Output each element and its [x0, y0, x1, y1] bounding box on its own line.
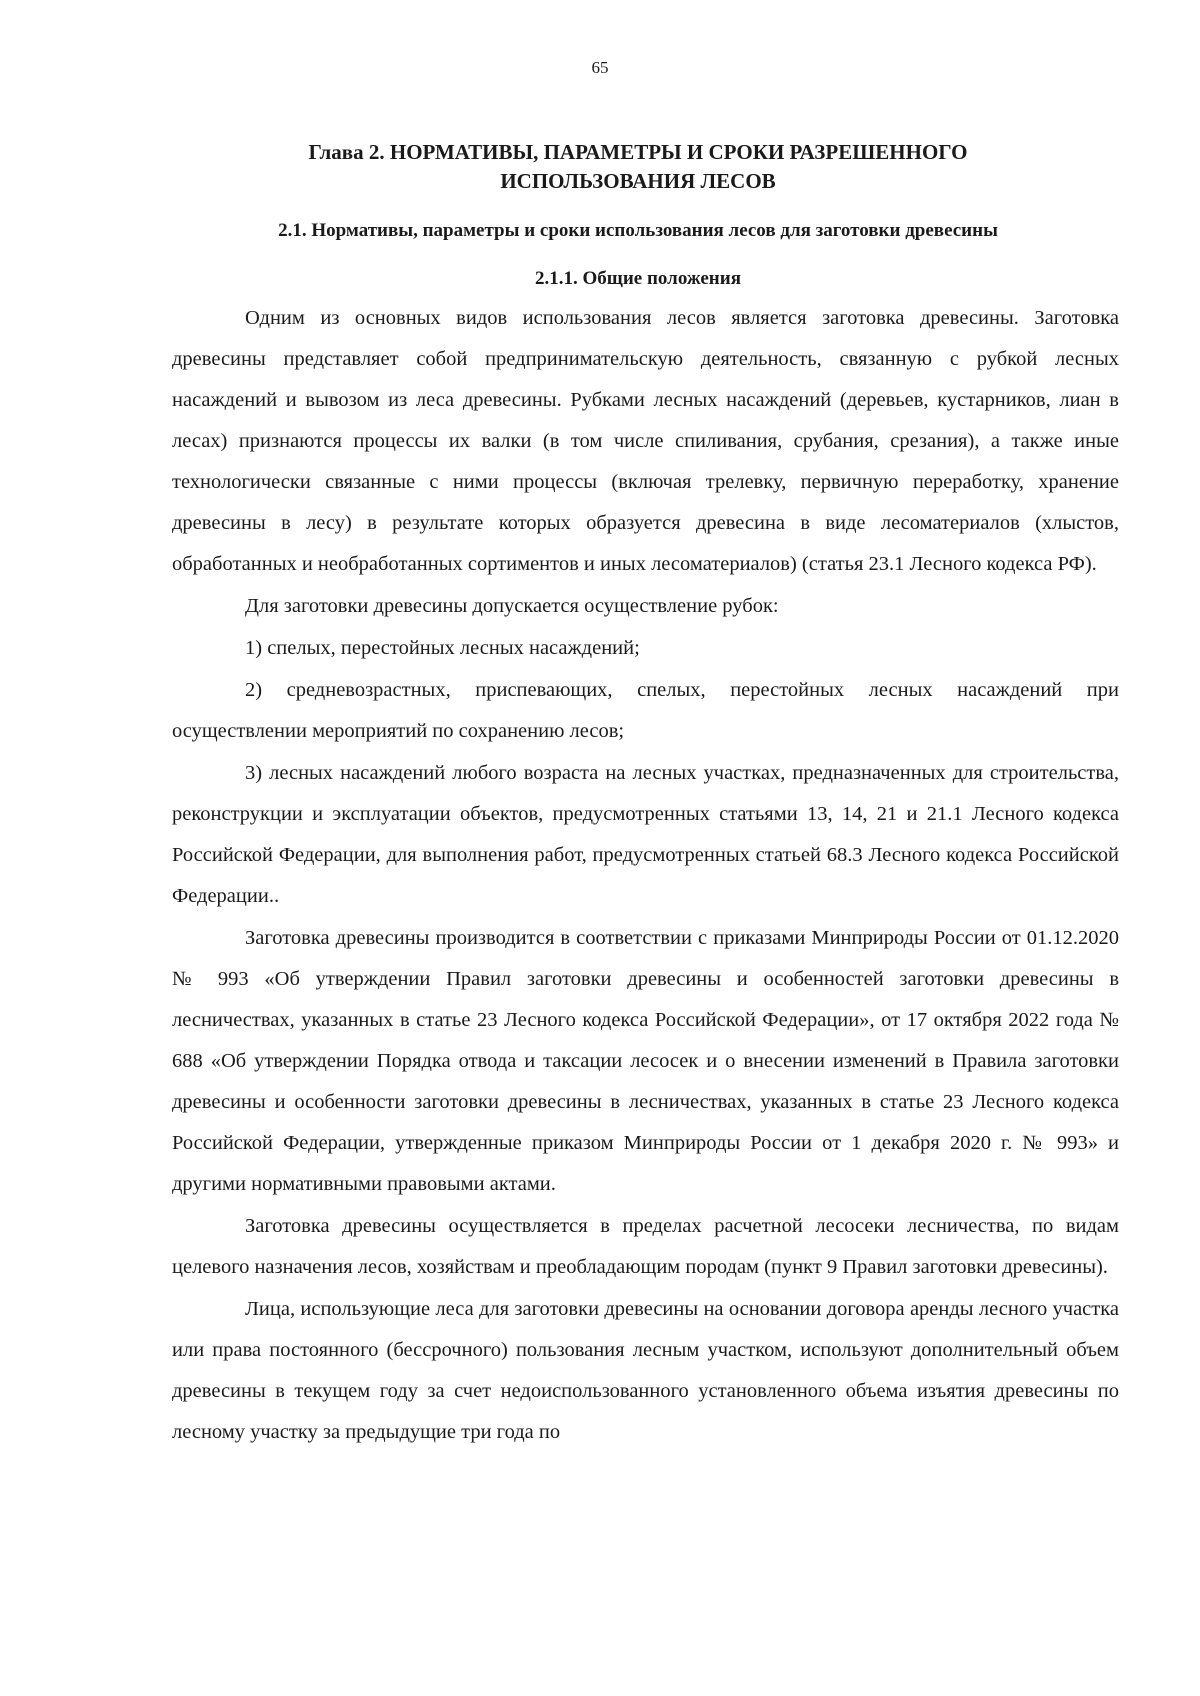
- chapter-title-line-2: ИСПОЛЬЗОВАНИЯ ЛЕСОВ: [500, 169, 776, 193]
- paragraph-4: Заготовка древесины осуществляется в пределах расчетной лесосеки лесничества, по видам целевого назначения лесов, хозяйствам и преобладающим породам (пункт 9 Правил заготовки древесины).: [172, 1215, 1119, 1278]
- paragraph-2: Для заготовки древесины допускается осуществление рубок:: [245, 595, 779, 617]
- page-number: 65: [591, 58, 609, 77]
- heading-block: [168, 138, 1108, 292]
- list-item-2: 2) средневозрастных, приспевающих, спелых, перестойных лесных насаждений при осуществлении мероприятий по сохранению лесов;: [172, 679, 1119, 742]
- list-item-1: 1) спелых, перестойных лесных насаждений;: [245, 637, 640, 659]
- subsection-title: 2.1.1. Общие положения: [535, 268, 741, 289]
- chapter-title: [168, 138, 1108, 196]
- paragraph-3: Заготовка древесины производится в соответствии с приказами Минприроды России от 01.12.2020 № 993 «Об утверждении Правил заготовки древесины и особенностей заготовки древесины в лесничествах, указанных в статье 23 Лесного кодекса Российской Федерации», от 17 октября 2022 года № 688 «Об утверждении Порядка отвода и таксации лесосек и о внесении изменений в Правила заготовки древесины и особенности заготовки древесины в лесничествах, указанных в статье 23 Лесного кодекса Российской Федерации, утвержденные приказом Минприроды России от 1 декабря 2020 г. № 993» и другими нормативными правовыми актами.: [172, 927, 1119, 1195]
- section-title: 2.1. Нормативы, параметры и сроки использования лесов для заготовки древесины: [278, 220, 998, 241]
- list-item-3: 3) лесных насаждений любого возраста на лесных участках, предназначенных для строительства, реконструкции и эксплуатации объектов, предусмотренных статьями 13, 14, 21 и 21.1 Лесного кодекса Российской Федерации, для выполнения работ, предусмотренных статьей 68.3 Лесного кодекса Российской Федерации..: [172, 762, 1119, 907]
- body-text: [172, 298, 1119, 1453]
- chapter-title-line-1: Глава 2. НОРМАТИВЫ, ПАРАМЕТРЫ И СРОКИ РАЗРЕШЕННОГО: [308, 140, 968, 164]
- paragraph-5: Лица, использующие леса для заготовки древесины на основании договора аренды лесного участка или права постоянного (бессрочного) пользования лесным участком, используют дополнительный объем древесины в текущем году за счет недоиспользованного установленного объема изъятия древесины по лесному участку за предыдущие три года по: [172, 1298, 1119, 1443]
- paragraph-1: Одним из основных видов использования лесов является заготовка древесины. Заготовка древесины представляет собой предпринимательскую деятельность, связанную с рубкой лесных насаждений и вывозом из леса древесины. Рубками лесных насаждений (деревьев, кустарников, лиан в лесах) признаются процессы их валки (в том числе спиливания, срубания, срезания), а также иные технологически связанные с ними процессы (включая трелевку, первичную переработку, хранение древесины в лесу) в результате которых образуется древесина в виде лесоматериалов (хлыстов, обработанных и необработанных сортиментов и иных лесоматериалов) (статья 23.1 Лесного кодекса РФ).: [172, 307, 1119, 575]
